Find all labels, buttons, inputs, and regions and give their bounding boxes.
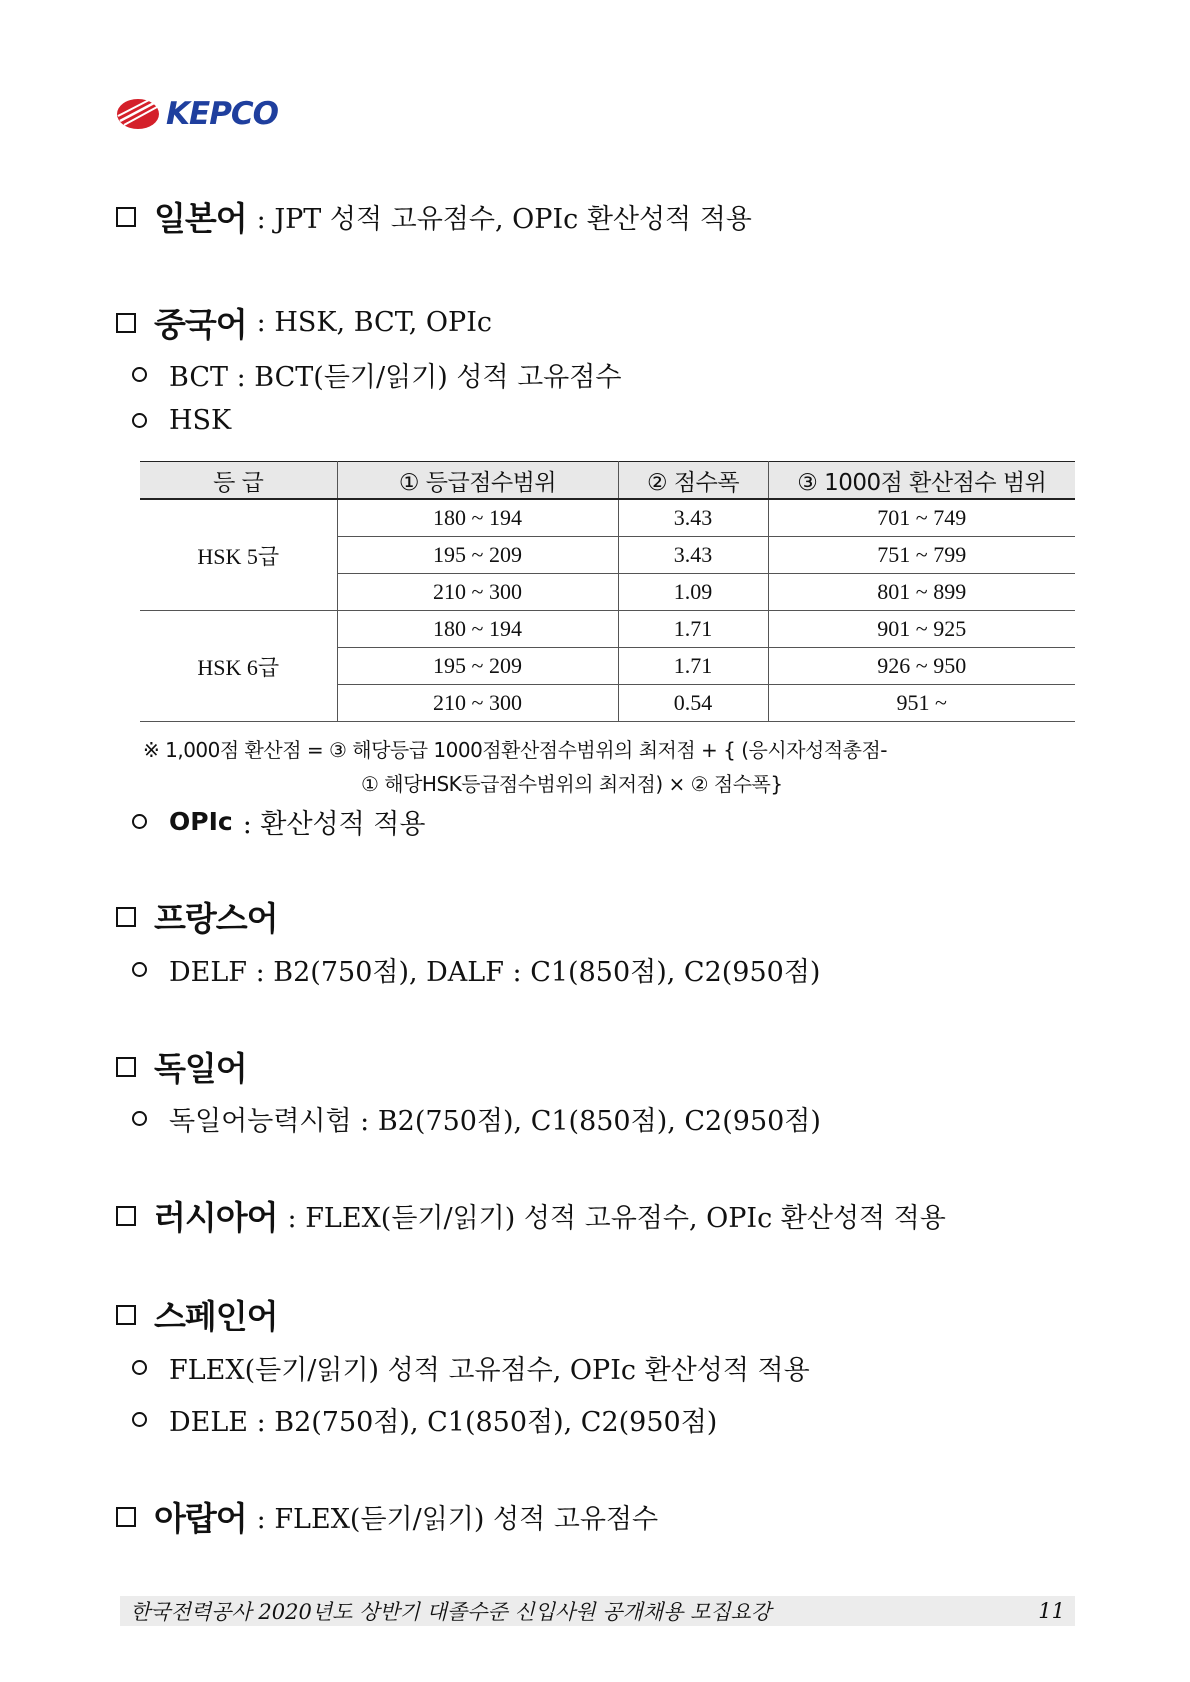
section-title: 일본어 bbox=[154, 199, 247, 238]
section-french bbox=[116, 893, 278, 940]
item-text: HSK bbox=[169, 405, 232, 436]
item-text: 독일어능력시험 : B2(750점), C1(850점), C2(950점) bbox=[169, 1106, 821, 1137]
page-footer bbox=[120, 1596, 1075, 1626]
grade-cell: HSK 6급 bbox=[140, 611, 337, 722]
section-german bbox=[116, 1043, 247, 1090]
range-cell: 180 ~ 194 bbox=[337, 611, 618, 648]
checkbox-square-icon bbox=[116, 207, 136, 227]
section-desc: : FLEX(듣기/읽기) 성적 고유점수, OPIc 환산성적 적용 bbox=[287, 1203, 946, 1234]
section-arabic bbox=[116, 1493, 658, 1540]
table-header: ② 점수폭 bbox=[618, 462, 768, 500]
table-header: 등 급 bbox=[140, 462, 337, 500]
grade-cell: HSK 5급 bbox=[140, 499, 337, 611]
logo-text: KEPCO bbox=[166, 96, 279, 132]
conv-cell: 926 ~ 950 bbox=[768, 648, 1075, 685]
conv-cell: 951 ~ bbox=[768, 685, 1075, 722]
width-cell: 0.54 bbox=[618, 685, 768, 722]
width-cell: 3.43 bbox=[618, 537, 768, 574]
section-chinese bbox=[116, 299, 492, 346]
conv-cell: 801 ~ 899 bbox=[768, 574, 1075, 611]
section-title: 프랑스어 bbox=[154, 899, 278, 938]
list-item bbox=[132, 802, 425, 841]
circle-bullet-icon bbox=[132, 1111, 147, 1126]
conv-cell: 701 ~ 749 bbox=[768, 499, 1075, 537]
item-text: : 환산성적 적용 bbox=[242, 809, 426, 840]
list-item bbox=[132, 950, 820, 989]
item-text: BCT : BCT(듣기/읽기) 성적 고유점수 bbox=[169, 362, 622, 393]
section-russian bbox=[116, 1192, 946, 1239]
width-cell: 1.71 bbox=[618, 648, 768, 685]
circle-bullet-icon bbox=[132, 413, 147, 428]
section-title: 아랍어 bbox=[154, 1499, 247, 1538]
width-cell: 3.43 bbox=[618, 499, 768, 537]
section-title: 중국어 bbox=[154, 305, 247, 344]
conv-cell: 901 ~ 925 bbox=[768, 611, 1075, 648]
checkbox-square-icon bbox=[116, 313, 136, 333]
range-cell: 195 ~ 209 bbox=[337, 648, 618, 685]
list-item bbox=[132, 1400, 717, 1439]
table-header-row bbox=[140, 462, 1075, 500]
list-item bbox=[132, 355, 621, 394]
circle-bullet-icon bbox=[132, 1360, 147, 1375]
checkbox-square-icon bbox=[116, 1305, 136, 1325]
section-japanese bbox=[116, 193, 752, 240]
width-cell: 1.09 bbox=[618, 574, 768, 611]
circle-bullet-icon bbox=[132, 367, 147, 382]
footer-text: 한국전력공사 2020년도 상반기 대졸수준 신입사원 공개채용 모집요강 bbox=[130, 1600, 772, 1624]
list-item bbox=[132, 1348, 810, 1387]
table-row bbox=[140, 499, 1075, 537]
range-cell: 210 ~ 300 bbox=[337, 574, 618, 611]
section-title: 독일어 bbox=[154, 1049, 247, 1088]
item-text: DELF : B2(750점), DALF : C1(850점), C2(950점) bbox=[169, 957, 821, 988]
item-text: FLEX(듣기/읽기) 성적 고유점수, OPIc 환산성적 적용 bbox=[169, 1355, 810, 1386]
section-spanish bbox=[116, 1291, 278, 1338]
checkbox-square-icon bbox=[116, 907, 136, 927]
page-number: 11 bbox=[1038, 1599, 1065, 1623]
section-desc: : HSK, BCT, OPIc bbox=[256, 307, 492, 338]
section-title: 러시아어 bbox=[154, 1198, 278, 1237]
kepco-logo bbox=[116, 96, 278, 132]
table-header: ③ 1000점 환산점수 범위 bbox=[768, 462, 1075, 500]
kepco-emblem-icon bbox=[116, 97, 160, 131]
checkbox-square-icon bbox=[116, 1206, 136, 1226]
list-item bbox=[132, 405, 231, 436]
table-row bbox=[140, 611, 1075, 648]
list-item bbox=[132, 1099, 821, 1138]
width-cell: 1.71 bbox=[618, 611, 768, 648]
table-header: ① 등급점수범위 bbox=[337, 462, 618, 500]
item-label: OPIc bbox=[169, 807, 233, 836]
formula-note-line2: ① 해당HSK등급점수범위의 최저점) × ② 점수폭} bbox=[361, 772, 783, 796]
section-desc: : JPT 성적 고유점수, OPIc 환산성적 적용 bbox=[256, 204, 752, 235]
section-title: 스페인어 bbox=[154, 1297, 278, 1336]
formula-note-line1: ※ 1,000점 환산점 = ③ 해당등급 1000점환산점수범위의 최저점 + { (응시자성적총점- bbox=[143, 738, 887, 762]
checkbox-square-icon bbox=[116, 1507, 136, 1527]
circle-bullet-icon bbox=[132, 1412, 147, 1427]
circle-bullet-icon bbox=[132, 962, 147, 977]
range-cell: 180 ~ 194 bbox=[337, 499, 618, 537]
conv-cell: 751 ~ 799 bbox=[768, 537, 1075, 574]
section-desc: : FLEX(듣기/읽기) 성적 고유점수 bbox=[256, 1504, 659, 1535]
item-text: DELE : B2(750점), C1(850점), C2(950점) bbox=[169, 1407, 718, 1438]
range-cell: 195 ~ 209 bbox=[337, 537, 618, 574]
checkbox-square-icon bbox=[116, 1057, 136, 1077]
circle-bullet-icon bbox=[132, 814, 147, 829]
range-cell: 210 ~ 300 bbox=[337, 685, 618, 722]
hsk-table bbox=[140, 461, 1075, 722]
